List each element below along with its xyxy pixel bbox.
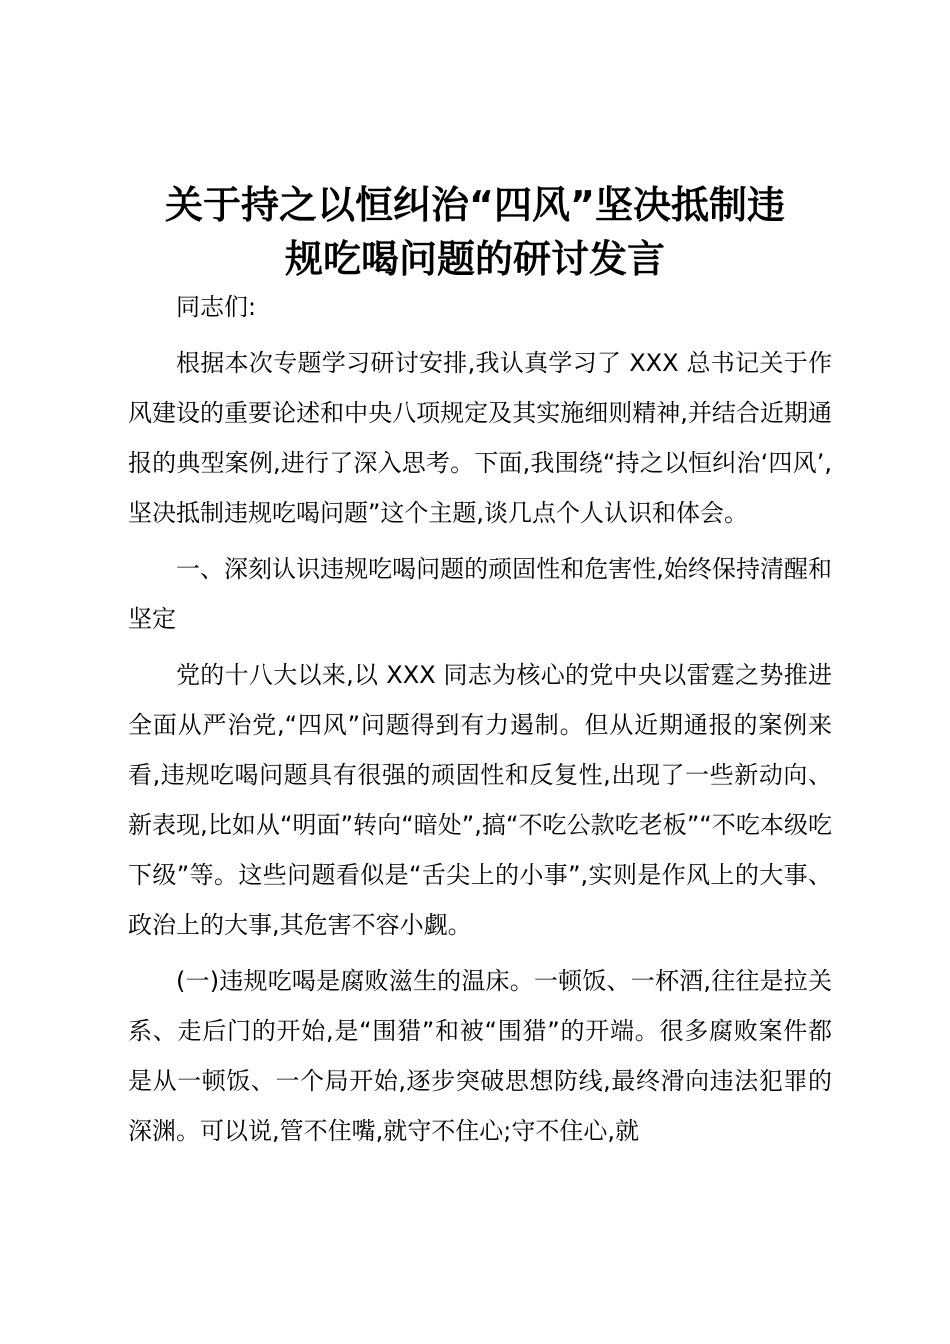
salutation: 同志们:	[176, 293, 257, 321]
paragraph-context: 党的十八大以来,以 XXX 同志为核心的党中央以雷霆之势推进全面从严治党,“四风”问题得到有力遏制。但从近期通报的案例来看,违规吃喝问题具有很强的顽固性和反复性,出现了一些新动向、新表现,比如从“明面”转向“暗处”,搞“不吃公款吃老板”“不吃本级吃下级”等。这些问题看似是“舌尖上的小事”,实则是作风上的大事、政治上的大事,其危害不容小觑。	[128, 661, 832, 939]
section-heading-1: 一、深刻认识违规吃喝问题的顽固性和危害性,始终保持清醒和坚定	[128, 555, 832, 633]
paragraph-intro: 根据本次专题学习研讨安排,我认真学习了 XXX 总书记关于作风建设的重要论述和中央八项规定及其实施细则精神,并结合近期通报的典型案例,进行了深入思考。下面,我围绕“持之以恒纠治‘四风’,坚决抵制违规吃喝问题”这个主题,谈几点个人认识和体会。	[128, 349, 832, 527]
document-body	[128, 282, 832, 1156]
title-line-1: 关于持之以恒纠治“四风”坚决抵制违	[165, 183, 785, 227]
paragraph-point-1: (一)违规吃喝是腐败滋生的温床。一顿饭、一杯酒,往往是拉关系、走后门的开始,是“围猎”和被“围猎”的开端。很多腐败案件都是从一顿饭、一个局开始,逐步突破思想防线,最终滑向违法犯罪的深渊。可以说,管不住嘴,就守不住心;守不住心,就	[128, 967, 832, 1145]
document-title	[110, 178, 840, 286]
title-line-2: 规吃喝问题的研讨发言	[284, 237, 665, 281]
